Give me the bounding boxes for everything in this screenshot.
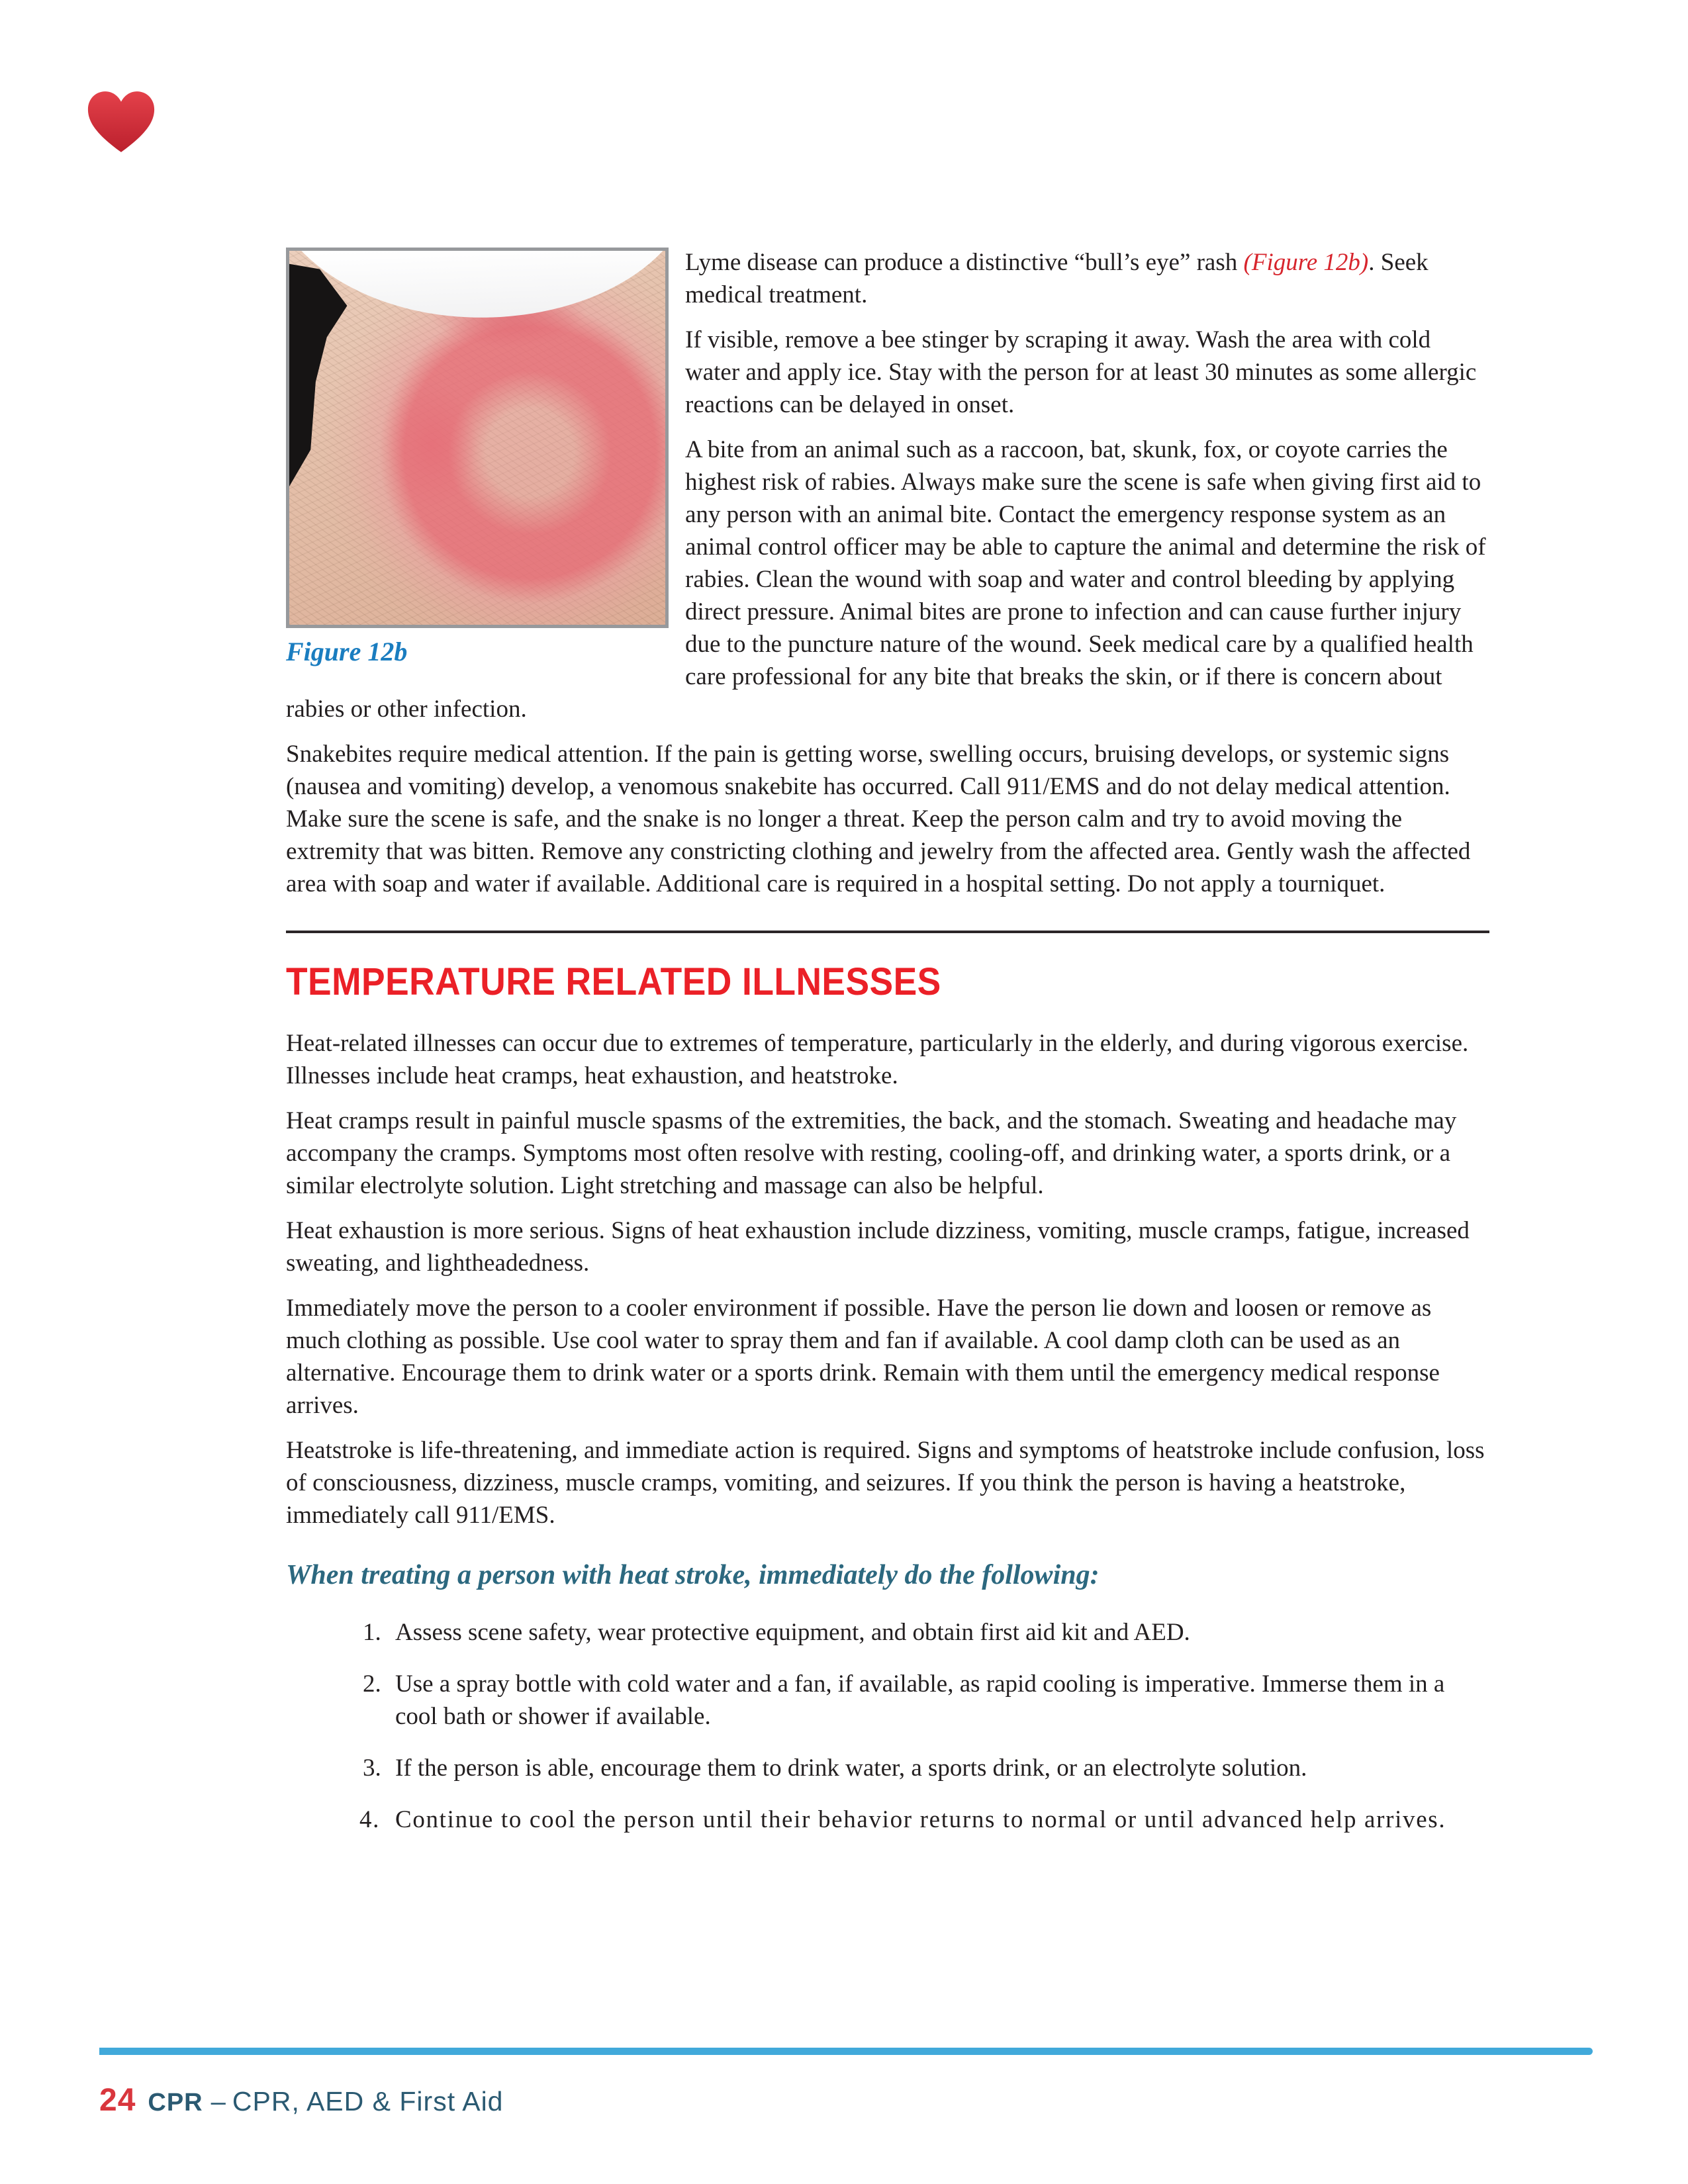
paragraph-bee-sting: If visible, remove a bee stinger by scraping it away. Wash the area with cold water and apply ice. Stay with the person for at least 30 minutes as some allergic reactions can be delayed in onset.	[685, 326, 1477, 418]
lyme-rash-photo	[286, 248, 669, 628]
step-item-2: 2. Use a spray bottle with cold water and a fan, if available, as rapid cooling is imperative. Immerse them in a cool bath or shower if available.	[387, 1668, 1489, 1733]
paragraph-heatstroke: Heatstroke is life-threatening, and immediate action is required. Signs and symptoms of heatstroke include confusion, loss of consciousness, dizziness, muscle cramps, vomiting, and seizures. If you think the person is having a heatstroke, immediately call 911/EMS.	[286, 1437, 1485, 1529]
footer	[99, 2082, 503, 2118]
step-item-4: 4. Continue to cool the person until their behavior returns to normal or until advanced help arrives.	[387, 1803, 1489, 1836]
main-content	[286, 246, 1489, 1855]
section-heading-temperature: TEMPERATURE RELATED ILLNESSES	[286, 960, 941, 1003]
heart-logo	[86, 90, 156, 154]
lyme-text-after: . Seek medical treatment.	[685, 249, 1429, 308]
paragraph-cooling-care: Immediately move the person to a cooler environment if possible. Have the person lie down and loosen or remove as much clothing as possible. Use cool water to spray them and fan if available. A cool damp cloth can be used as an alternative. Encourage them to drink water or a sports drink. Remain with them until the emergency medical response arrives.	[286, 1295, 1440, 1419]
paragraph-heat-exhaustion: Heat exhaustion is more serious. Signs of heat exhaustion include dizziness, vomiting, muscle cramps, fatigue, increased sweating, and lightheadedness.	[286, 1217, 1470, 1277]
heat-stroke-steps-heading: When treating a person with heat stroke, immediately do the following:	[286, 1560, 1100, 1590]
footer-course-title: CPR, AED & First Aid	[232, 2086, 504, 2116]
step-item-3: 3. If the person is able, encourage them to drink water, a sports drink, or an electrolyte solution.	[387, 1752, 1489, 1784]
lyme-text-before: Lyme disease can produce a distinctive “bull’s eye” rash	[685, 249, 1244, 276]
paragraph-heat-cramps: Heat cramps result in painful muscle spasms of the extremities, the back, and the stomach. Sweating and headache may accompany the cramps. Symptoms most often resolve with resting, cooling-off, and drinking water, a sports drink, or a similar electrolyte solution. Light stretching and massage can also be helpful.	[286, 1107, 1457, 1199]
step-item-1: 1. Assess scene safety, wear protective equipment, and obtain first aid kit and AED.	[387, 1616, 1489, 1649]
footer-separator: –	[211, 2087, 226, 2116]
section-divider	[286, 931, 1489, 933]
page-number: 24	[99, 2083, 136, 2118]
heat-stroke-steps-list	[286, 1616, 1489, 1836]
figure-reference: (Figure 12b)	[1243, 249, 1369, 276]
heart-icon	[86, 90, 156, 154]
paragraph-snakebite: Snakebites require medical attention. If the pain is getting worse, swelling occurs, bruising develops, or systemic signs (nausea and vomiting) develop, a venomous snakebite has occurred. Call 911/EMS and do not delay medical attention. Make sure the scene is safe, and the snake is no longer a threat. Keep the person calm and try to avoid moving the extremity that was bitten. Remove any constricting clothing and jewelry from the affected area. Gently wash the affected area with soap and water if available. Additional care is required in a hospital setting. Do not apply a tourniquet.	[286, 741, 1471, 897]
footer-course-code: CPR	[148, 2089, 203, 2116]
figure-caption: Figure 12b	[286, 637, 408, 666]
paragraph-animal-bite: A bite from an animal such as a raccoon, bat, skunk, fox, or coyote carries the highest risk of rabies. Always make sure the scene is safe when giving first aid to any person with an animal bite. Contact the emergency response system as an animal control officer may be able to capture the animal and determine the risk of rabies. Clean the wound with soap and water and control bleeding by applying direct pressure. Animal bites are prone to infection and can cause further injury due to the puncture nature of the wound. Seek medical care by a qualified health care professional for any bite that breaks the skin, or if there is concern about rabies or other infection.	[286, 436, 1486, 723]
footer-accent-bar	[99, 2048, 1593, 2055]
paragraph-heat-related: Heat-related illnesses can occur due to extremes of temperature, particularly in the elderly, and during vigorous exercise. Illnesses include heat cramps, heat exhaustion, and heatstroke.	[286, 1030, 1469, 1089]
figure-12b	[286, 248, 669, 666]
